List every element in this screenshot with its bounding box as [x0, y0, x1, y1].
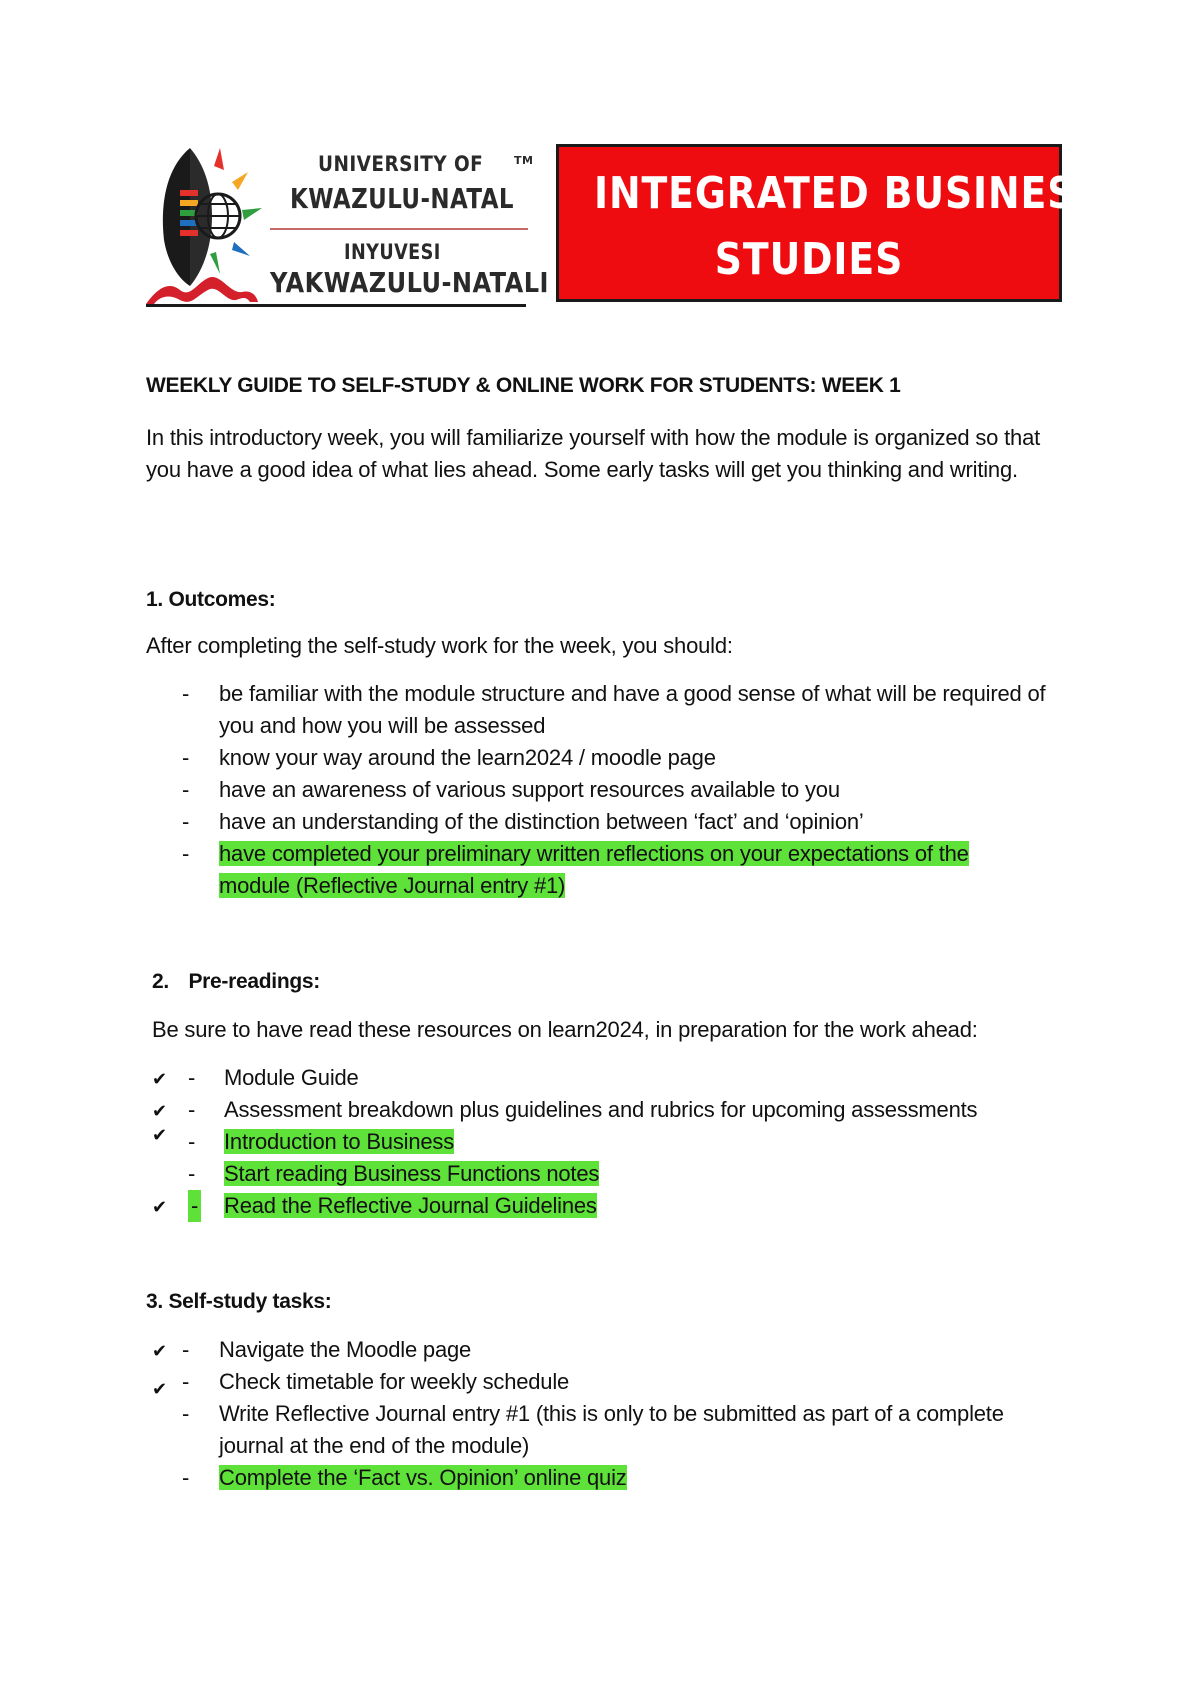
prereading-text-highlighted: Start reading Business Functions notes — [224, 1161, 600, 1186]
checkmark-icon: ✔ — [152, 1341, 167, 1362]
list-item — [152, 1366, 1072, 1398]
bullet-dash: - — [182, 681, 190, 706]
outcome-text: have an awareness of various support resources available to you — [219, 777, 840, 802]
logo-line-inyuvesi: INYUVESI — [344, 240, 441, 264]
prereading-text-highlighted: Introduction to Business — [224, 1129, 455, 1154]
checkmark-icon: ✔ — [152, 1125, 167, 1146]
prereading-text: Assessment breakdown plus guidelines and rubrics for upcoming assessments — [224, 1097, 978, 1122]
task-text: Check timetable for weekly schedule — [219, 1369, 570, 1394]
logo-line-university-of: UNIVERSITY OF — [318, 152, 484, 176]
prereadings-heading-text: Pre-readings: — [188, 970, 320, 993]
task-text: Write Reflective Journal entry #1 (this is only to be submitted as part of a complete journal at the end of the module) — [219, 1401, 1004, 1458]
module-title-box — [556, 144, 1102, 302]
bullet-dash: - — [182, 1465, 190, 1490]
bullet-dash: - — [182, 1401, 190, 1426]
list-item — [152, 1334, 1072, 1366]
list-item — [146, 838, 1076, 902]
module-title-line2: STUDIES — [714, 234, 904, 285]
prereading-text-highlighted: Read the Reflective Journal Guidelines — [224, 1193, 597, 1218]
outcomes-heading: 1. Outcomes: — [146, 588, 276, 611]
outcome-text: have an understanding of the distinction between ‘fact’ and ‘opinion’ — [219, 809, 864, 834]
logo-wordmark — [270, 148, 549, 308]
prereadings-heading — [152, 970, 320, 994]
outcome-text: know your way around the learn2024 / moodle page — [219, 745, 716, 770]
bullet-dash: - — [188, 1161, 196, 1186]
outcomes-lead: After completing the self-study work for the week, you should: — [146, 633, 733, 658]
list-item — [146, 678, 1076, 742]
selfstudy-list — [152, 1334, 1072, 1494]
list-item — [152, 1126, 1072, 1158]
document-title: WEEKLY GUIDE TO SELF-STUDY & ONLINE WORK FOR STUDENTS: WEEK 1 — [146, 374, 901, 397]
bullet-dash: - — [182, 1337, 190, 1362]
list-item — [146, 774, 1076, 806]
checkmark-icon: ✔ — [152, 1101, 167, 1122]
checkmark-icon: ✔ — [152, 1069, 167, 1090]
logo-underline — [146, 304, 526, 307]
logo-divider — [270, 228, 528, 230]
list-item — [152, 1062, 1072, 1094]
bullet-dash: - — [182, 841, 190, 866]
list-item — [152, 1462, 1072, 1494]
outcome-text: be familiar with the module structure and have a good sense of what will be required of you and how you will be assessed — [219, 681, 1046, 738]
prereadings-heading-number: 2. — [152, 970, 169, 993]
outcome-text-highlighted: have completed your preliminary written reflections on your expectations of the module (Reflective Journal entry #1) — [219, 841, 969, 898]
prereadings-list — [152, 1062, 1072, 1222]
list-item — [152, 1398, 1072, 1462]
bullet-dash: - — [188, 1190, 201, 1222]
bullet-dash: - — [188, 1065, 196, 1090]
prereading-text: Module Guide — [224, 1065, 359, 1090]
prereadings-lead: Be sure to have read these resources on learn2024, in preparation for the work ahead: — [152, 1017, 978, 1042]
intro-paragraph: In this introductory week, you will familiarize yourself with how the module is organized so that you have a good idea of what lies ahead. Some early tasks will get you thinking and writing. — [146, 425, 1041, 482]
logo-line-kwazulu-natal: KWAZULU-NATAL — [290, 182, 514, 215]
list-item — [152, 1158, 1072, 1190]
module-title-line1: INTEGRATED BUSINESS — [594, 168, 1102, 219]
logo-trademark: TM — [514, 154, 534, 167]
bullet-dash: - — [182, 777, 190, 802]
selfstudy-heading: 3. Self-study tasks: — [146, 1290, 332, 1313]
outcomes-list — [146, 678, 1076, 902]
list-item — [146, 806, 1076, 838]
university-logo — [146, 144, 549, 310]
task-text: Navigate the Moodle page — [219, 1337, 472, 1362]
shield-emblem-icon — [146, 144, 264, 306]
bullet-dash: - — [188, 1097, 196, 1122]
checkmark-icon: ✔ — [152, 1379, 167, 1400]
bullet-dash: - — [182, 1369, 190, 1394]
list-item — [152, 1094, 1072, 1126]
list-item — [146, 742, 1076, 774]
bullet-dash: - — [182, 809, 190, 834]
task-text-highlighted: Complete the ‘Fact vs. Opinion’ online quiz — [219, 1465, 627, 1490]
list-item — [152, 1190, 1072, 1222]
logo-line-yakwazulu-natali: YAKWAZULU-NATALI — [270, 266, 549, 299]
bullet-dash: - — [182, 745, 190, 770]
bullet-dash: - — [188, 1129, 196, 1154]
checkmark-icon: ✔ — [152, 1197, 167, 1218]
